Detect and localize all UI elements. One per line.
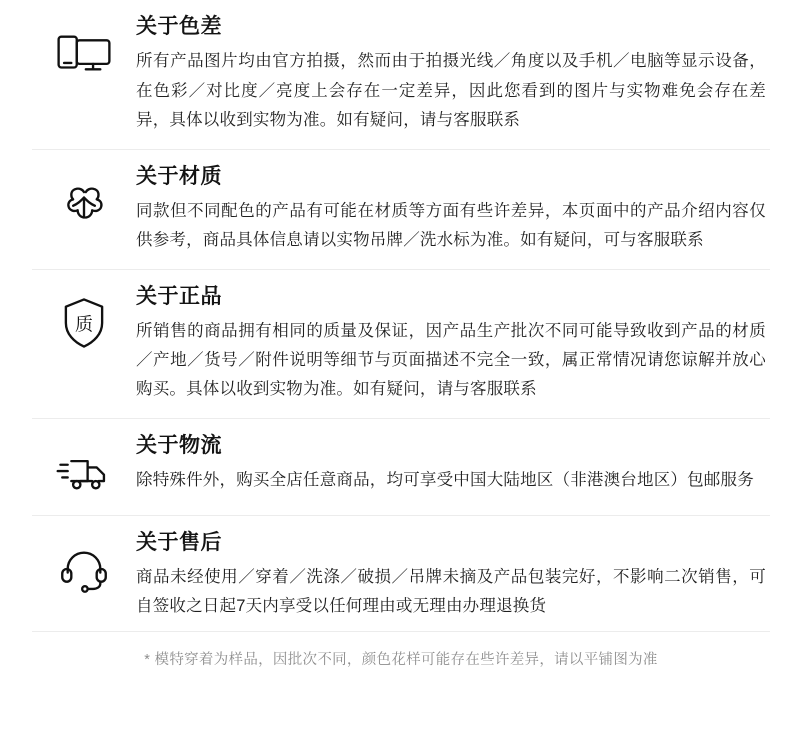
text-column xyxy=(136,164,770,255)
section-body: 所有产品图片均由官方拍摄，然而由于拍摄光线／角度以及手机／电脑等显示设备，在色彩／对比度／亮度上会存在一定差异，因此您看到的图片与实物难免会存在差异，具体以收到实物为准。如有疑问，请与客服联系 xyxy=(136,52,766,129)
shield-quality-icon xyxy=(55,294,113,352)
section-title: 关于正品 xyxy=(136,285,222,309)
section-after-sales xyxy=(32,530,770,621)
section-divider xyxy=(32,149,770,150)
svg-text:质: 质 xyxy=(74,314,94,335)
footnote-text: * 模特穿着为样品，因批次不同，颜色花样可能存在些许差异，请以平铺图为准 xyxy=(144,651,658,668)
icon-column xyxy=(32,530,136,598)
section-body: 除特殊件外，购买全店任意商品，均可享受中国大陆地区（非港澳台地区）包邮服务 xyxy=(136,471,754,490)
icon-column xyxy=(32,433,136,501)
section-divider xyxy=(32,515,770,516)
section-authenticity xyxy=(32,284,770,404)
text-column xyxy=(136,284,770,404)
section-material xyxy=(32,164,770,255)
section-divider xyxy=(32,418,770,419)
icon-column xyxy=(32,164,136,232)
icon-column xyxy=(32,14,136,82)
delivery-truck-icon xyxy=(55,443,113,501)
section-title: 关于色差 xyxy=(136,15,222,38)
cotton-flower-icon xyxy=(55,174,113,232)
devices-monitor-phone-icon xyxy=(55,24,113,82)
section-body: 同款但不同配色的产品有可能在材质等方面有些许差异，本页面中的产品介绍内容仅供参考，商品具体信息请以实物吊牌／洗水标为准。如有疑问，可与客服联系 xyxy=(136,202,766,250)
icon-column xyxy=(32,284,136,352)
section-color-difference xyxy=(32,14,770,135)
section-body: 商品未经使用／穿着／洗涤／破损／吊牌未摘及产品包装完好，不影响二次销售，可自签收之日起7天内享受以任何理由或无理由办理退换货 xyxy=(136,568,766,616)
section-title: 关于售后 xyxy=(136,531,222,555)
footnote-area xyxy=(32,631,770,669)
section-divider xyxy=(32,269,770,270)
section-title: 关于物流 xyxy=(136,434,222,458)
section-logistics xyxy=(32,433,770,501)
text-column xyxy=(136,14,770,135)
text-column xyxy=(136,433,770,495)
section-title: 关于材质 xyxy=(136,165,222,189)
text-column xyxy=(136,530,770,621)
headset-support-icon xyxy=(55,540,113,598)
section-body: 所销售的商品拥有相同的质量及保证，因产品生产批次不同可能导致收到产品的材质／产地／货号／附件说明等细节与页面描述不完全一致，属正常情况请您谅解并放心购买。具体以收到实物为准。如有疑问，请与客服联系 xyxy=(136,322,766,399)
